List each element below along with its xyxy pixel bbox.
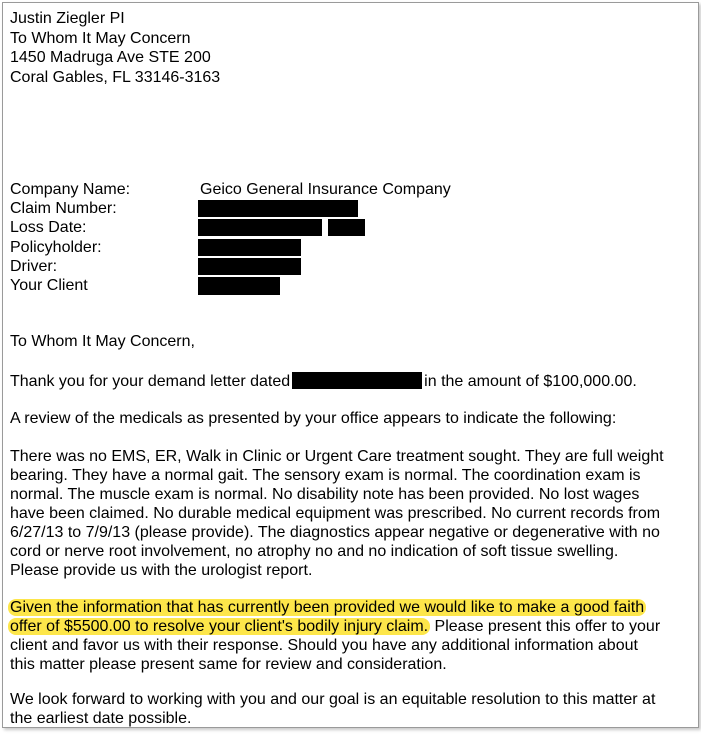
offer-line-2 (10, 617, 694, 636)
findings-line: Please provide us with the urologist report. (10, 562, 313, 579)
claim-number-redaction (198, 200, 358, 217)
findings-line: 6/27/13 to 7/9/13 (please provide). The diagnostics appear negative or degenerative with no (10, 524, 660, 541)
loss-date-label: Loss Date: (10, 219, 87, 237)
offer-line-4: this matter please present same for review and consideration. (10, 656, 447, 673)
offer-highlight-1: Given the information that has currently been provided we would like to make a good faith (10, 599, 645, 616)
loss-time-redaction (328, 219, 365, 236)
letter-page (2, 2, 699, 728)
address-line-2: To Whom It May Concern (10, 29, 191, 47)
company-value: Geico General Insurance Company (200, 181, 451, 198)
demand-date-redaction (292, 372, 422, 389)
offer-line-3: client and favor us with their response. Should you have any additional information about (10, 637, 638, 654)
loss-date-redaction (198, 219, 322, 236)
policyholder-label: Policyholder: (10, 238, 102, 256)
closing-paragraph (10, 690, 694, 728)
findings-line: have been claimed. No durable medical equipment was prescribed. No current records from (10, 505, 661, 522)
address-line-4: Coral Gables, FL 33146-3163 (10, 68, 221, 86)
address-line-3: 1450 Madruga Ave STE 200 (10, 49, 211, 66)
closing-line-1: We look forward to working with you and our goal is an equitable resolution to this matter at (10, 691, 656, 708)
offer-paragraph (10, 598, 694, 674)
thanks-text-before: Thank you for your demand letter dated (10, 373, 291, 390)
thank-you-paragraph (10, 372, 694, 391)
company-label: Company Name: (10, 181, 131, 198)
client-redaction (198, 277, 280, 295)
offer-highlight-2: offer of $5500.00 to resolve your client's bodily injury claim. (10, 618, 429, 635)
findings-paragraph (10, 447, 694, 580)
findings-line: There was no EMS, ER, Walk in Clinic or Urgent Care treatment sought. They are full weight (10, 448, 664, 465)
closing-line-2: the earliest date possible. (10, 710, 192, 727)
client-label: Your Client (10, 276, 88, 294)
driver-redaction (198, 258, 301, 275)
claim-number-label: Claim Number: (10, 200, 117, 218)
findings-line: cord or nerve root involvement, no atrophy no and no indication of soft tissue swelling. (10, 543, 619, 560)
findings-line: normal. The muscle exam is normal. No disability note has been provided. No lost wages (10, 486, 640, 503)
thanks-text-after: in the amount of $100,000.00. (424, 373, 637, 390)
policyholder-redaction (198, 239, 301, 256)
offer-rest-2: Please present this offer to your (430, 618, 661, 635)
findings-line: bearing. They have a normal gait. The sensory exam is normal. The coordination exam is (10, 467, 641, 484)
review-intro: A review of the medicals as presented by your office appears to indicate the following: (10, 410, 617, 427)
offer-line-1 (10, 598, 694, 617)
address-line-1: Justin Ziegler PI (10, 10, 125, 27)
driver-label: Driver: (10, 257, 58, 275)
salutation: To Whom It May Concern, (10, 333, 195, 350)
recipient-address (10, 9, 220, 87)
